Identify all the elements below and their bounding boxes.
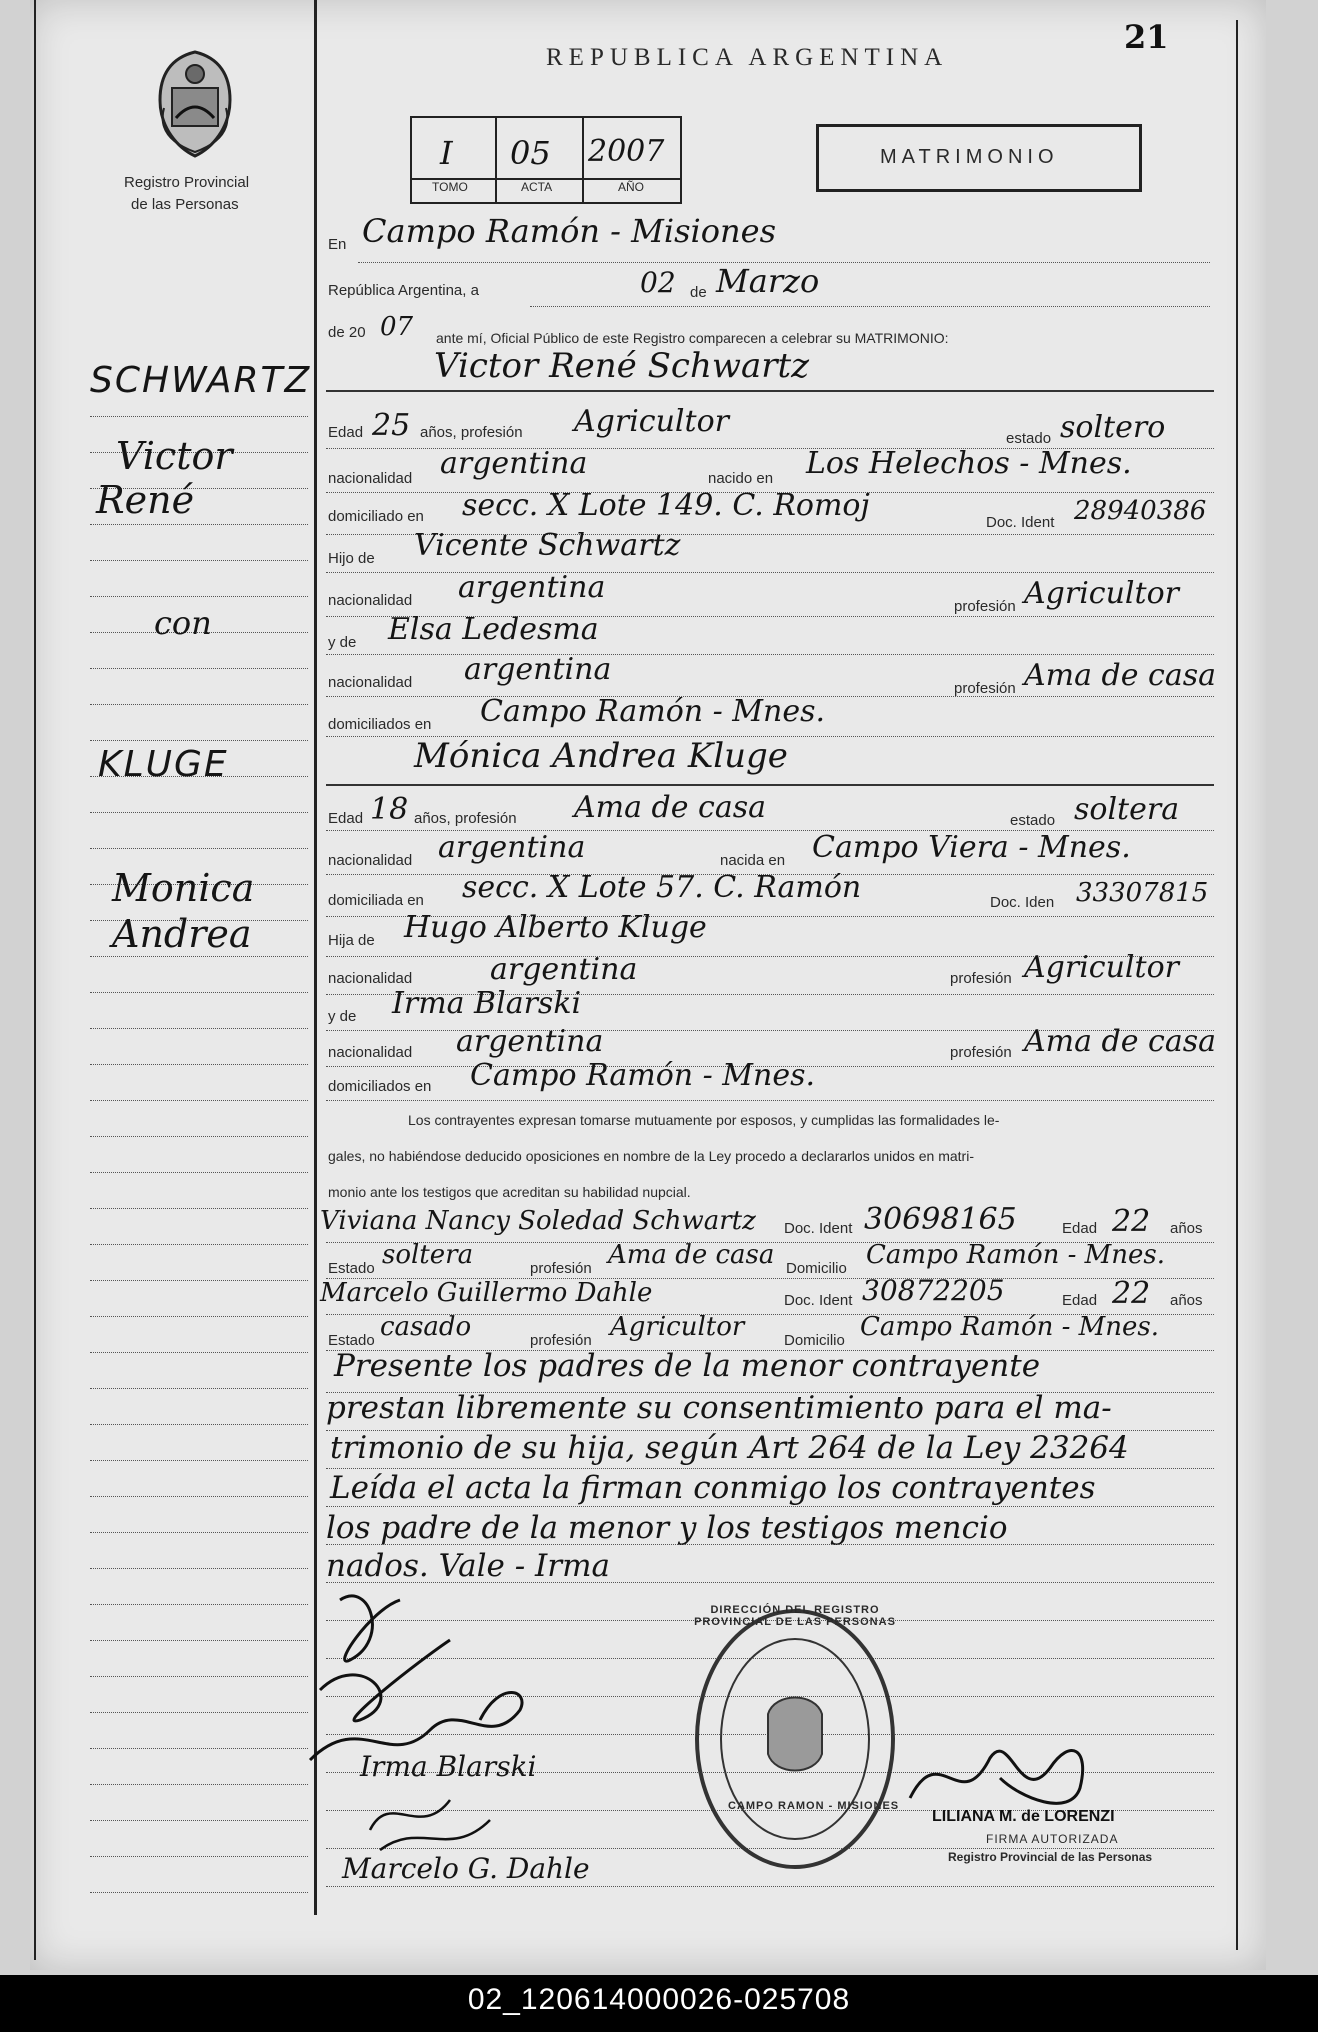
label-republica: República Argentina, a [328,282,479,299]
groom-father-nationality: argentina [458,570,606,605]
label-en: En [328,236,347,253]
right-border-line [1236,20,1238,1950]
left-rule-line [90,1100,308,1101]
groom-full-name: Victor René Schwartz [434,346,810,386]
left-rule-line [90,1640,308,1641]
bride-marital-status: soltera [1074,792,1180,827]
left-rule-line [90,704,308,705]
left-rule-line [90,812,308,813]
witness-2-label-domicilio: Domicilio [784,1332,845,1349]
right-rule-line [326,1544,1214,1545]
groom-label-estado: estado [1006,430,1052,447]
bride-father-nationality: argentina [490,952,638,987]
bride-nationality: argentina [438,830,586,865]
right-rule-line [326,1468,1214,1469]
tomo-label: TOMO [432,180,468,194]
left-rule-line [90,1280,308,1281]
left-rule-line [90,1064,308,1065]
record-id-divider-1 [495,116,497,202]
bride-birthplace: Campo Viera - Mnes. [812,830,1131,865]
acta-value: 05 [510,134,551,172]
witness-2-marital-status: casado [380,1312,472,1342]
left-rule-line [90,1856,308,1857]
note-line-6: nados. Vale - Irma [326,1548,610,1584]
bride-label-y-de: y de [328,1008,357,1025]
intro-day: 02 [640,266,676,299]
left-rule-line [90,1712,308,1713]
left-rule-line [90,1820,308,1821]
left-rule-line [90,1028,308,1029]
left-rule-line [90,1316,308,1317]
declaration-line-1: Los contrayentes expresan tomarse mutuamente por esposos, y cumplidas las formalidades le- [408,1112,1000,1128]
bride-father-profession: Agricultor [1024,950,1179,985]
bride-label-hija-de: Hija de [328,932,375,949]
witness-1-label-doc: Doc. Ident [784,1220,853,1237]
groom-father-label-profesion: profesión [954,598,1016,615]
left-rule-line [90,560,308,561]
bride-full-name: Mónica Andrea Kluge [414,736,788,776]
groom-birthplace: Los Helechos - Mnes. [806,446,1132,481]
left-rule-line [90,1460,308,1461]
text-comparecen: ante mí, Oficial Público de este Registro comparecen a celebrar su MATRIMONIO: [436,330,949,346]
margin-connector: con [154,604,212,642]
rule-groom-row6 [326,654,1214,655]
declaration-line-3: monio ante los testigos que acreditan su habilidad nupcial. [328,1184,691,1200]
right-rule-line [326,1430,1214,1431]
groom-profession: Agricultor [574,404,729,439]
bride-label-domiciliada-en: domiciliada en [328,892,424,909]
groom-nationality: argentina [440,446,588,481]
right-rule-line [326,1506,1214,1507]
witness-1-label-edad: Edad [1062,1220,1098,1237]
bride-label-estado: estado [1010,812,1056,829]
witness-2-profession: Agricultor [610,1312,745,1342]
witness-2-label-anos: años [1170,1292,1203,1309]
bride-label-domiciliados-en: domiciliados en [328,1078,432,1095]
left-rule-line [90,1244,308,1245]
groom-parents-address: Campo Ramón - Mnes. [480,694,826,729]
bride-address: secc. X Lote 57. C. Ramón [462,870,862,905]
witness-1-name: Viviana Nancy Soledad Schwartz [320,1206,756,1236]
witness-2-label-estado: Estado [328,1332,375,1349]
witness-1-doc-number: 30698165 [864,1202,1017,1237]
coat-of-arms-icon [150,48,240,160]
note-line-1: Presente los padres de la menor contrayente [334,1348,1041,1384]
groom-label-doc: Doc. Ident [986,514,1055,531]
bride-label-doc: Doc. Iden [990,894,1055,911]
record-type-label: MATRIMONIO [880,146,1059,168]
record-id-divider-2 [582,116,584,202]
groom-mother-name: Elsa Ledesma [388,612,599,647]
note-line-5: los padre de la menor y los testigos mencio [326,1510,1008,1546]
witness-2-label-profesion: profesión [530,1332,592,1349]
witness-2-label-doc: Doc. Ident [784,1292,853,1309]
bride-father-label-profesion: profesión [950,970,1012,987]
anio-label: AÑO [618,180,645,194]
left-rule-line [90,992,308,993]
margin-groom-surname: SCHWARTZ [90,360,312,401]
bride-label-edad: Edad [328,810,364,827]
witness-2-name: Marcelo Guillermo Dahle [320,1278,653,1308]
left-margin-line [34,0,36,1960]
groom-marital-status: soltero [1060,410,1166,445]
country-title: REPUBLICA ARGENTINA [546,44,949,71]
bride-label-anos-profesion: años, profesión [414,810,517,827]
bride-doc-number: 33307815 [1076,878,1209,908]
groom-label-hijo-de: Hijo de [328,550,375,567]
left-rule-line [90,1604,308,1605]
groom-label-edad: Edad [328,424,364,441]
label-de: de [690,284,707,301]
groom-address: secc. X Lote 149. C. Romoj [462,488,870,523]
left-rule-line [90,1676,308,1677]
left-rule-line [90,1208,308,1209]
tomo-value: I [440,134,453,172]
bride-father-name: Hugo Alberto Kluge [404,910,707,945]
page-number: 21 [1124,18,1169,56]
signature-marcelo-dahle: Marcelo G. Dahle [342,1852,590,1885]
left-rule-line [90,596,308,597]
right-rule-line [326,1886,1214,1887]
witness-2-doc-number: 30872205 [862,1274,1005,1307]
signature-scribbles [300,1570,600,1870]
witness-1-marital-status: soltera [382,1240,474,1270]
signature-irma-blarski: Irma Blarski [360,1750,537,1783]
left-rule-line [90,1748,308,1749]
witness-1-label-anos: años [1170,1220,1203,1237]
left-rule-line [90,1352,308,1353]
groom-father-profession: Agricultor [1024,576,1179,611]
left-rule-line [90,1784,308,1785]
left-rule-line [90,956,308,957]
witness-1-label-estado: Estado [328,1260,375,1277]
bride-father-label-nacionalidad: nacionalidad [328,970,413,987]
groom-label-domiciliado-en: domiciliado en [328,508,424,525]
official-stamp-icon [690,1604,900,1874]
left-rule-line [90,1892,308,1893]
scan-id: 02_120614000026-025708 [467,1983,851,2016]
groom-label-nacionalidad: nacionalidad [328,470,413,487]
groom-mother-label-profesion: profesión [954,680,1016,697]
intro-year: 07 [380,312,414,342]
groom-age: 25 [372,408,411,443]
rule-bride-row8 [326,1100,1214,1101]
stamp-inner-text: CAMPO RAMON - MISIONES [728,1800,900,1812]
bride-label-nacida-en: nacida en [720,852,786,869]
official-role: FIRMA AUTORIZADA [986,1832,1119,1846]
groom-label-y-de: y de [328,634,357,651]
groom-label-nacido-en: nacido en [708,470,774,487]
witness-1-address: Campo Ramón - Mnes. [866,1240,1166,1270]
groom-label-domiciliados-en: domiciliados en [328,716,432,733]
registry-name-line2: de las Personas [131,196,239,213]
bride-mother-label-nacionalidad: nacionalidad [328,1044,413,1061]
margin-bride-surname: KLUGE [98,744,229,785]
margin-groom-name-1: Victor [116,434,233,478]
bride-mother-name: Irma Blarski [392,986,582,1021]
registry-name-line1: Registro Provincial [124,174,250,191]
bride-parents-address: Campo Ramón - Mnes. [470,1058,816,1093]
groom-mother-nationality: argentina [464,652,612,687]
bride-mother-profession: Ama de casa [1024,1024,1216,1059]
groom-mother-label-nacionalidad: nacionalidad [328,674,413,691]
margin-groom-name-2: René [96,478,195,522]
acta-label: ACTA [521,180,553,194]
left-rule-line [90,848,308,849]
groom-doc-number: 28940386 [1074,496,1207,526]
witness-1-profession: Ama de casa [608,1240,775,1270]
witness-1-age: 22 [1112,1204,1151,1239]
rule-date [530,306,1210,307]
left-rule-line [90,1424,308,1425]
intro-place: Campo Ramón - Misiones [362,212,776,250]
note-line-3: trimonio de su hija, según Art 264 de la Ley 23264 [330,1430,1129,1466]
note-line-2: prestan libremente su consentimiento para el ma- [326,1390,1112,1426]
stamp-ring-text: DIRECCIÓN DEL REGISTRO PROVINCIAL DE LAS PERSONAS [694,1604,896,1628]
left-rule-line [90,1136,308,1137]
left-rule-line [90,1496,308,1497]
bride-profession: Ama de casa [574,790,766,825]
witness-2-address: Campo Ramón - Mnes. [860,1312,1160,1342]
right-rule-line [326,1392,1214,1393]
anio-value: 2007 [588,134,665,169]
witness-1-label-domicilio: Domicilio [786,1260,847,1277]
bride-label-nacionalidad: nacionalidad [328,852,413,869]
official-registry: Registro Provincial de las Personas [948,1850,1153,1864]
left-rule-line [90,416,308,417]
left-rule-line [90,1388,308,1389]
rule-groom-name [326,390,1214,392]
bride-mother-label-profesion: profesión [950,1044,1012,1061]
witness-2-label-edad: Edad [1062,1292,1098,1309]
note-line-4: Leída el acta la firman conmigo los contrayentes [330,1470,1096,1506]
witness-1-label-profesion: profesión [530,1260,592,1277]
left-rule-line [90,668,308,669]
bride-age: 18 [370,792,409,827]
left-rule-line [90,1568,308,1569]
margin-bride-name-1: Monica [112,866,255,910]
margin-bride-name-2: Andrea [112,912,252,956]
groom-label-anos-profesion: años, profesión [420,424,523,441]
left-rule-line [90,740,308,741]
rule-bride-name [326,784,1214,786]
groom-father-name: Vicente Schwartz [414,528,681,563]
official-name: LILIANA M. de LORENZI [932,1808,1115,1825]
groom-father-label-nacionalidad: nacionalidad [328,592,413,609]
witness-2-age: 22 [1112,1276,1151,1311]
label-year-prefix: de 20 [328,324,366,341]
declaration-line-2: gales, no habiéndose deducido oposiciones en nombre de la Ley procedo a declararlos unidos en matri- [328,1148,974,1164]
left-rule-line [90,1172,308,1173]
left-rule-line [90,1532,308,1533]
groom-mother-profession: Ama de casa [1024,658,1216,693]
intro-month: Marzo [716,262,820,300]
left-rule-line [90,524,308,525]
bride-mother-nationality: argentina [456,1024,604,1059]
